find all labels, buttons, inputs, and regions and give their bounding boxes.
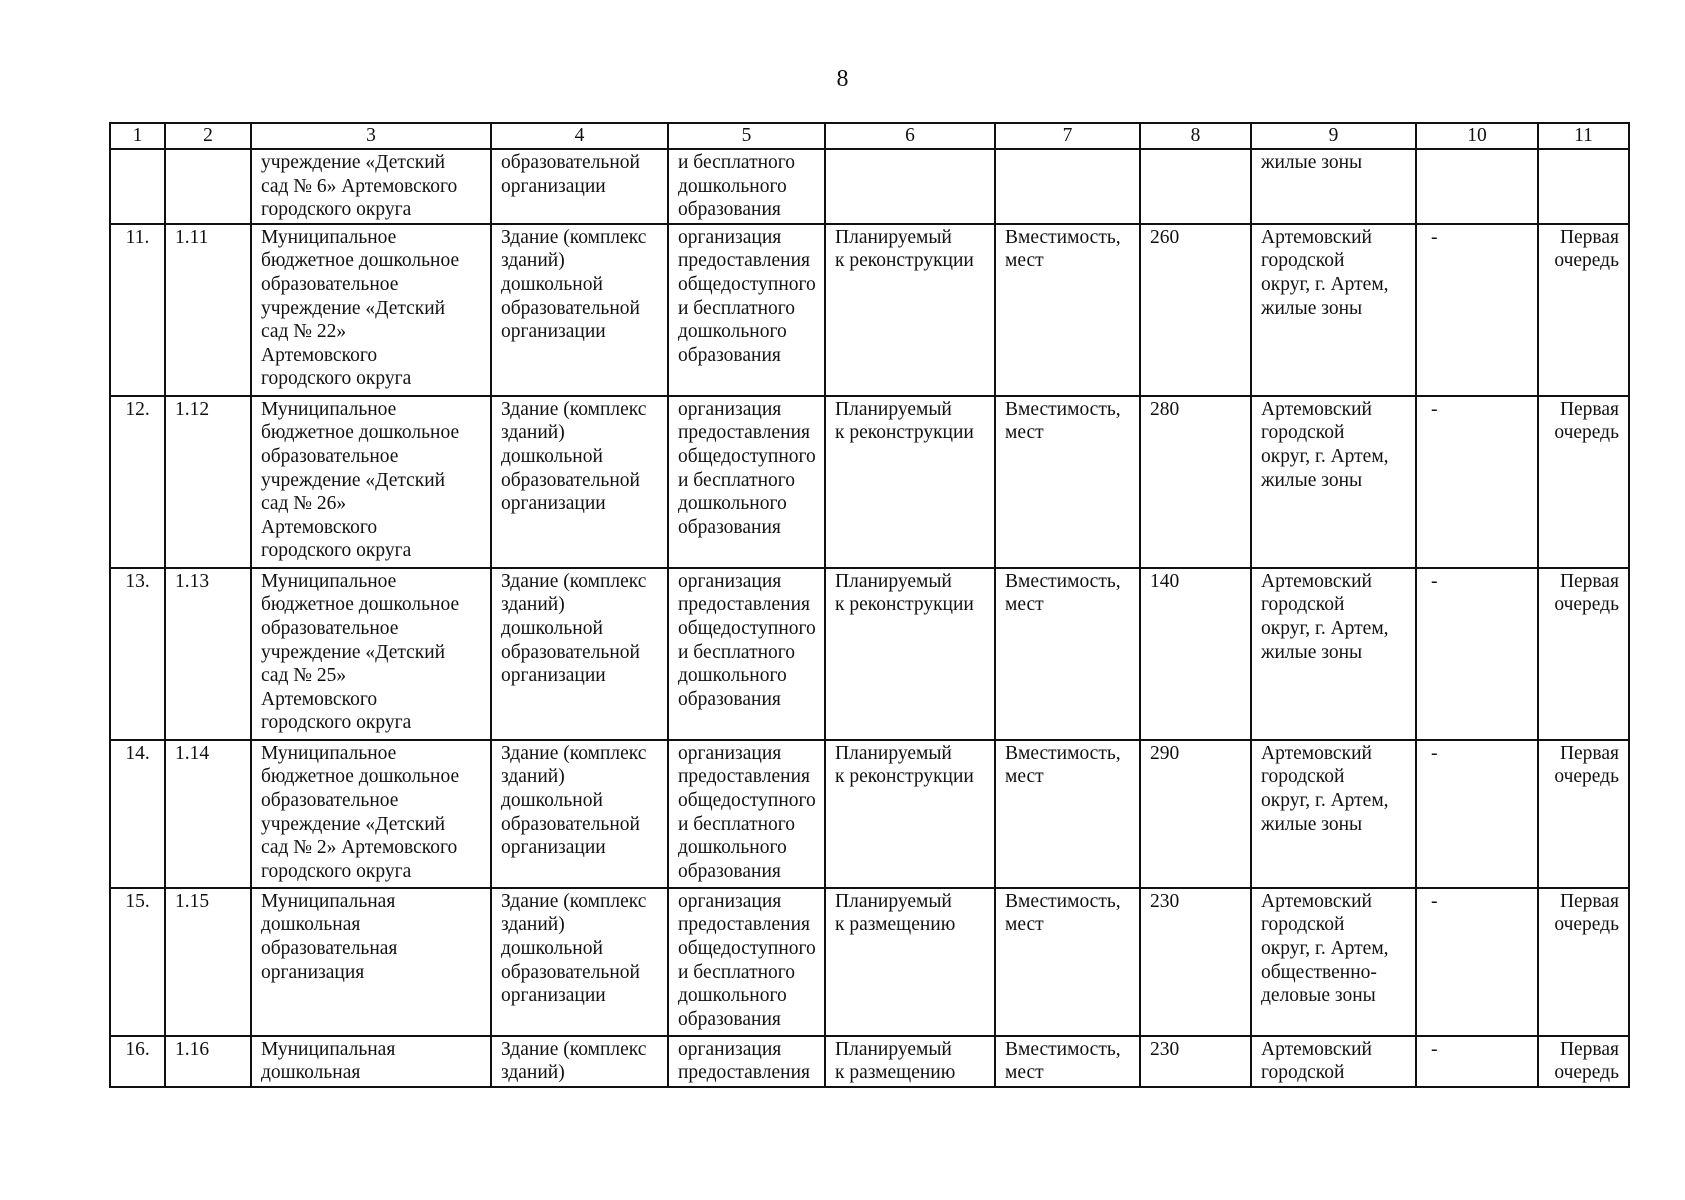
object-name-line: учреждение «Детский (261, 641, 446, 663)
objects-table (109, 122, 1630, 1088)
object-name (251, 224, 491, 396)
object-value: 260 (1140, 224, 1251, 396)
object-type (491, 1036, 668, 1087)
object-name-line: образовательное (261, 445, 399, 467)
table-row (110, 740, 1629, 888)
object-location-line: округ, г. Артем, (1261, 445, 1389, 467)
row-code: 1.16 (165, 1036, 251, 1087)
object-purpose (668, 740, 825, 888)
object-location-line: общественно- (1261, 961, 1377, 983)
object-name-line: дошкольная (261, 914, 361, 936)
object-name-line: городского округа (261, 860, 412, 882)
object-purpose-line: организация (678, 890, 782, 912)
object-stage-line: Первая (1559, 226, 1619, 248)
object-purpose (668, 888, 825, 1036)
object-parameter-line: мест (1005, 914, 1044, 936)
object-purpose-line: дошкольного (678, 985, 787, 1007)
object-purpose-line: общедоступного (678, 617, 816, 639)
header-cell-6: 6 (825, 123, 995, 149)
object-parameter-line: Вместимость, (1005, 398, 1121, 420)
object-type-line: Здание (комплекс (501, 398, 647, 420)
object-value: 230 (1140, 1036, 1251, 1087)
object-parameter (995, 888, 1140, 1036)
object-type (491, 740, 668, 888)
object-location-line: городской (1261, 766, 1345, 788)
object-type-line: зданий) (501, 766, 565, 788)
object-location-line: деловые зоны (1261, 985, 1376, 1007)
object-status (825, 396, 995, 568)
object-location (1251, 740, 1416, 888)
object-location-line: Артемовский (1261, 1038, 1372, 1060)
row-code: 1.13 (165, 568, 251, 740)
object-location-line: городской (1261, 1062, 1345, 1084)
object-status-line: к реконструкции (835, 594, 974, 616)
object-status-line: Планируемый (835, 1038, 952, 1060)
object-purpose-line: образования (678, 860, 781, 882)
object-name-line: Муниципальная (261, 1038, 396, 1060)
object-status (825, 224, 995, 396)
object-name-line: учреждение «Детский (261, 469, 446, 491)
object-location-line: округ, г. Артем, (1261, 789, 1389, 811)
object-purpose-line: образования (678, 688, 781, 710)
object-name-line: Артемовского (261, 516, 378, 538)
table-row (110, 568, 1629, 740)
object-stage-line: очередь (1554, 766, 1619, 788)
object-purpose-line: организация (678, 398, 782, 420)
table-row (110, 1036, 1629, 1087)
object-type-line: дошкольной (501, 445, 603, 467)
object-purpose-line: образования (678, 344, 781, 366)
cell-c5-line: дошкольного (678, 175, 787, 197)
cell-c10 (1416, 149, 1538, 224)
cell-c4-line: образовательной (501, 152, 640, 173)
object-type-line: Здание (комплекс (501, 226, 647, 248)
object-status (825, 568, 995, 740)
object-zone: - (1416, 1036, 1538, 1087)
object-stage-line: Первая (1559, 570, 1619, 592)
object-status-line: Планируемый (835, 226, 952, 248)
object-status-line: Планируемый (835, 570, 952, 592)
object-zone: - (1416, 224, 1538, 396)
object-location-line: Артемовский (1261, 398, 1372, 420)
object-value: 280 (1140, 396, 1251, 568)
object-type-line: образовательной (501, 469, 640, 491)
object-location-line: округ, г. Артем, (1261, 937, 1389, 959)
header-cell-5: 5 (668, 123, 825, 149)
object-name-line: Муниципальное (261, 226, 397, 248)
object-name-line: Муниципальная (261, 890, 396, 912)
object-type-line: зданий) (501, 594, 565, 616)
object-type-line: дошкольной (501, 789, 603, 811)
object-stage-line: Первая (1559, 742, 1619, 764)
object-parameter-line: Вместимость, (1005, 226, 1121, 248)
object-location-line: Артемовский (1261, 742, 1372, 764)
object-stage (1538, 396, 1629, 568)
object-purpose (668, 568, 825, 740)
header-cell-8: 8 (1140, 123, 1251, 149)
object-type-line: дошкольной (501, 273, 603, 295)
object-type-line: образовательной (501, 961, 640, 983)
object-name-line: бюджетное дошкольное (261, 766, 460, 788)
object-type-line: дошкольной (501, 937, 603, 959)
cell-c4 (491, 149, 668, 224)
object-name-line: Артемовского (261, 688, 378, 710)
object-name (251, 888, 491, 1036)
object-parameter (995, 396, 1140, 568)
object-name-line: сад № 25» (261, 665, 347, 687)
object-purpose-line: образования (678, 516, 781, 538)
object-location-line: округ, г. Артем, (1261, 273, 1389, 295)
cell-c5-line: образования (678, 199, 781, 221)
object-type-line: организации (501, 493, 606, 515)
object-location (1251, 224, 1416, 396)
object-location-line: Артемовский (1261, 890, 1372, 912)
object-parameter (995, 568, 1140, 740)
object-name-line: организация (261, 961, 365, 983)
object-parameter (995, 224, 1140, 396)
object-parameter-line: Вместимость, (1005, 1038, 1121, 1060)
object-name-line: Муниципальное (261, 398, 397, 420)
page-number: 8 (836, 66, 849, 92)
object-name (251, 740, 491, 888)
object-status-line: к реконструкции (835, 422, 974, 444)
object-stage (1538, 224, 1629, 396)
object-type (491, 888, 668, 1036)
cell-c9-line: жилые зоны (1261, 152, 1363, 173)
object-status (825, 1036, 995, 1087)
object-type-line: образовательной (501, 641, 640, 663)
object-purpose-line: и бесплатного (678, 297, 796, 319)
object-type-line: образовательной (501, 297, 640, 319)
object-status (825, 740, 995, 888)
object-location (1251, 1036, 1416, 1087)
object-zone: - (1416, 396, 1538, 568)
object-location (1251, 396, 1416, 568)
object-stage (1538, 568, 1629, 740)
table-row (110, 224, 1629, 396)
object-status-line: к размещению (835, 1062, 956, 1084)
header-cell-7: 7 (995, 123, 1140, 149)
object-type-line: образовательной (501, 813, 640, 835)
object-purpose-line: организация (678, 1038, 782, 1060)
object-value: 230 (1140, 888, 1251, 1036)
row-number: 11. (110, 224, 165, 396)
cell-c3-line: учреждение «Детский (261, 152, 446, 173)
object-location-line: Артемовский (1261, 226, 1372, 248)
object-status (825, 888, 995, 1036)
row-code: 1.14 (165, 740, 251, 888)
object-name-line: образовательное (261, 273, 399, 295)
object-value: 290 (1140, 740, 1251, 888)
object-stage-line: очередь (1554, 594, 1619, 616)
cell-c1 (110, 149, 165, 224)
object-location (1251, 888, 1416, 1036)
object-zone: - (1416, 740, 1538, 888)
object-purpose-line: предоставления (678, 914, 810, 936)
row-number: 15. (110, 888, 165, 1036)
header-cell-9: 9 (1251, 123, 1416, 149)
cell-c6 (825, 149, 995, 224)
object-stage-line: Первая (1559, 398, 1619, 420)
object-location-line: жилые зоны (1261, 813, 1363, 835)
object-type-line: Здание (комплекс (501, 1038, 647, 1060)
object-purpose-line: организация (678, 226, 782, 248)
object-type-line: организации (501, 665, 606, 687)
row-number: 14. (110, 740, 165, 888)
cell-c8 (1140, 149, 1251, 224)
object-stage-line: Первая (1559, 890, 1619, 912)
object-parameter (995, 740, 1140, 888)
object-location-line: жилые зоны (1261, 469, 1363, 491)
object-purpose-line: предоставления (678, 250, 810, 272)
object-name-line: городского округа (261, 368, 412, 390)
object-location-line: округ, г. Артем, (1261, 617, 1389, 639)
object-location-line: городской (1261, 250, 1345, 272)
object-name (251, 1036, 491, 1087)
object-location-line: городской (1261, 422, 1345, 444)
row-code: 1.11 (165, 224, 251, 396)
object-purpose-line: и бесплатного (678, 813, 796, 835)
object-purpose-line: дошкольного (678, 665, 787, 687)
object-name-line: образовательное (261, 617, 399, 639)
object-type-line: дошкольной (501, 617, 603, 639)
cell-c3 (251, 149, 491, 224)
object-name-line: бюджетное дошкольное (261, 250, 460, 272)
object-type (491, 568, 668, 740)
object-name-line: сад № 22» (261, 321, 347, 343)
object-stage-line: очередь (1554, 1062, 1619, 1084)
header-cell-2: 2 (165, 123, 251, 149)
table-row (110, 396, 1629, 568)
object-purpose-line: и бесплатного (678, 469, 796, 491)
header-row (110, 123, 1629, 149)
object-name-line: сад № 2» Артемовского (261, 837, 458, 859)
cell-c2 (165, 149, 251, 224)
object-purpose-line: предоставления (678, 1062, 810, 1084)
object-type-line: Здание (комплекс (501, 742, 647, 764)
object-name-line: образовательная (261, 937, 398, 959)
object-type-line: организации (501, 837, 606, 859)
object-location-line: городской (1261, 914, 1345, 936)
object-name (251, 396, 491, 568)
object-name-line: дошкольная (261, 1062, 361, 1084)
object-name-line: учреждение «Детский (261, 297, 446, 319)
object-purpose-line: дошкольного (678, 321, 787, 343)
object-purpose-line: предоставления (678, 422, 810, 444)
object-type (491, 224, 668, 396)
cell-c9 (1251, 149, 1416, 224)
object-name-line: бюджетное дошкольное (261, 594, 460, 616)
object-name-line: городского округа (261, 712, 412, 734)
object-name-line: сад № 26» (261, 493, 347, 515)
cell-c4-line: организации (501, 175, 606, 197)
object-type-line: зданий) (501, 914, 565, 936)
object-parameter-line: мест (1005, 1062, 1044, 1084)
object-purpose-line: и бесплатного (678, 961, 796, 983)
cell-c5-line: и бесплатного (678, 152, 796, 173)
object-name-line: Артемовского (261, 344, 378, 366)
object-purpose-line: дошкольного (678, 493, 787, 515)
object-purpose-line: организация (678, 570, 782, 592)
cell-c3-line: городского округа (261, 199, 412, 221)
object-type-line: зданий) (501, 1062, 565, 1084)
object-type-line: Здание (комплекс (501, 570, 647, 592)
object-parameter-line: мест (1005, 594, 1044, 616)
object-name-line: городского округа (261, 540, 412, 562)
object-parameter-line: мест (1005, 766, 1044, 788)
object-purpose (668, 396, 825, 568)
object-name (251, 568, 491, 740)
object-location-line: городской (1261, 594, 1345, 616)
object-purpose-line: дошкольного (678, 837, 787, 859)
object-zone: - (1416, 568, 1538, 740)
header-cell-4: 4 (491, 123, 668, 149)
object-location-line: жилые зоны (1261, 297, 1363, 319)
object-name-line: бюджетное дошкольное (261, 422, 460, 444)
object-type-line: организации (501, 985, 606, 1007)
object-status-line: Планируемый (835, 742, 952, 764)
object-name-line: Муниципальное (261, 742, 397, 764)
header-cell-3: 3 (251, 123, 491, 149)
object-type-line: организации (501, 321, 606, 343)
object-parameter (995, 1036, 1140, 1087)
object-purpose-line: организация (678, 742, 782, 764)
object-value: 140 (1140, 568, 1251, 740)
object-name-line: образовательное (261, 789, 399, 811)
object-stage (1538, 740, 1629, 888)
object-status-line: Планируемый (835, 398, 952, 420)
object-purpose-line: общедоступного (678, 445, 816, 467)
header-cell-11: 11 (1538, 123, 1629, 149)
object-type-line: Здание (комплекс (501, 890, 647, 912)
object-purpose-line: общедоступного (678, 789, 816, 811)
object-purpose-line: общедоступного (678, 937, 816, 959)
cell-c11 (1538, 149, 1629, 224)
table-row (110, 888, 1629, 1036)
row-number: 13. (110, 568, 165, 740)
header-cell-1: 1 (110, 123, 165, 149)
object-stage-line: Первая (1559, 1038, 1619, 1060)
object-purpose-line: и бесплатного (678, 641, 796, 663)
object-location (1251, 568, 1416, 740)
table-row-continued (110, 149, 1629, 224)
object-parameter-line: мест (1005, 250, 1044, 272)
row-number: 16. (110, 1036, 165, 1087)
cell-c5 (668, 149, 825, 224)
object-purpose-line: образования (678, 1008, 781, 1030)
object-status-line: Планируемый (835, 890, 952, 912)
object-zone: - (1416, 888, 1538, 1036)
object-purpose-line: предоставления (678, 594, 810, 616)
object-stage-line: очередь (1554, 914, 1619, 936)
header-cell-10: 10 (1416, 123, 1538, 149)
row-code: 1.15 (165, 888, 251, 1036)
row-code: 1.12 (165, 396, 251, 568)
object-purpose (668, 224, 825, 396)
object-status-line: к размещению (835, 914, 956, 936)
object-type (491, 396, 668, 568)
cell-c7 (995, 149, 1140, 224)
object-stage (1538, 888, 1629, 1036)
object-stage-line: очередь (1554, 250, 1619, 272)
object-type-line: зданий) (501, 422, 565, 444)
object-parameter-line: Вместимость, (1005, 890, 1121, 912)
object-parameter-line: Вместимость, (1005, 742, 1121, 764)
object-status-line: к реконструкции (835, 250, 974, 272)
object-location-line: жилые зоны (1261, 641, 1363, 663)
row-number: 12. (110, 396, 165, 568)
object-name-line: Муниципальное (261, 570, 397, 592)
object-stage (1538, 1036, 1629, 1087)
object-purpose-line: общедоступного (678, 273, 816, 295)
object-purpose (668, 1036, 825, 1087)
cell-c3-line: сад № 6» Артемовского (261, 175, 458, 197)
object-purpose-line: предоставления (678, 766, 810, 788)
object-stage-line: очередь (1554, 422, 1619, 444)
object-name-line: учреждение «Детский (261, 813, 446, 835)
object-parameter-line: мест (1005, 422, 1044, 444)
object-location-line: Артемовский (1261, 570, 1372, 592)
object-type-line: зданий) (501, 250, 565, 272)
object-parameter-line: Вместимость, (1005, 570, 1121, 592)
object-status-line: к реконструкции (835, 766, 974, 788)
